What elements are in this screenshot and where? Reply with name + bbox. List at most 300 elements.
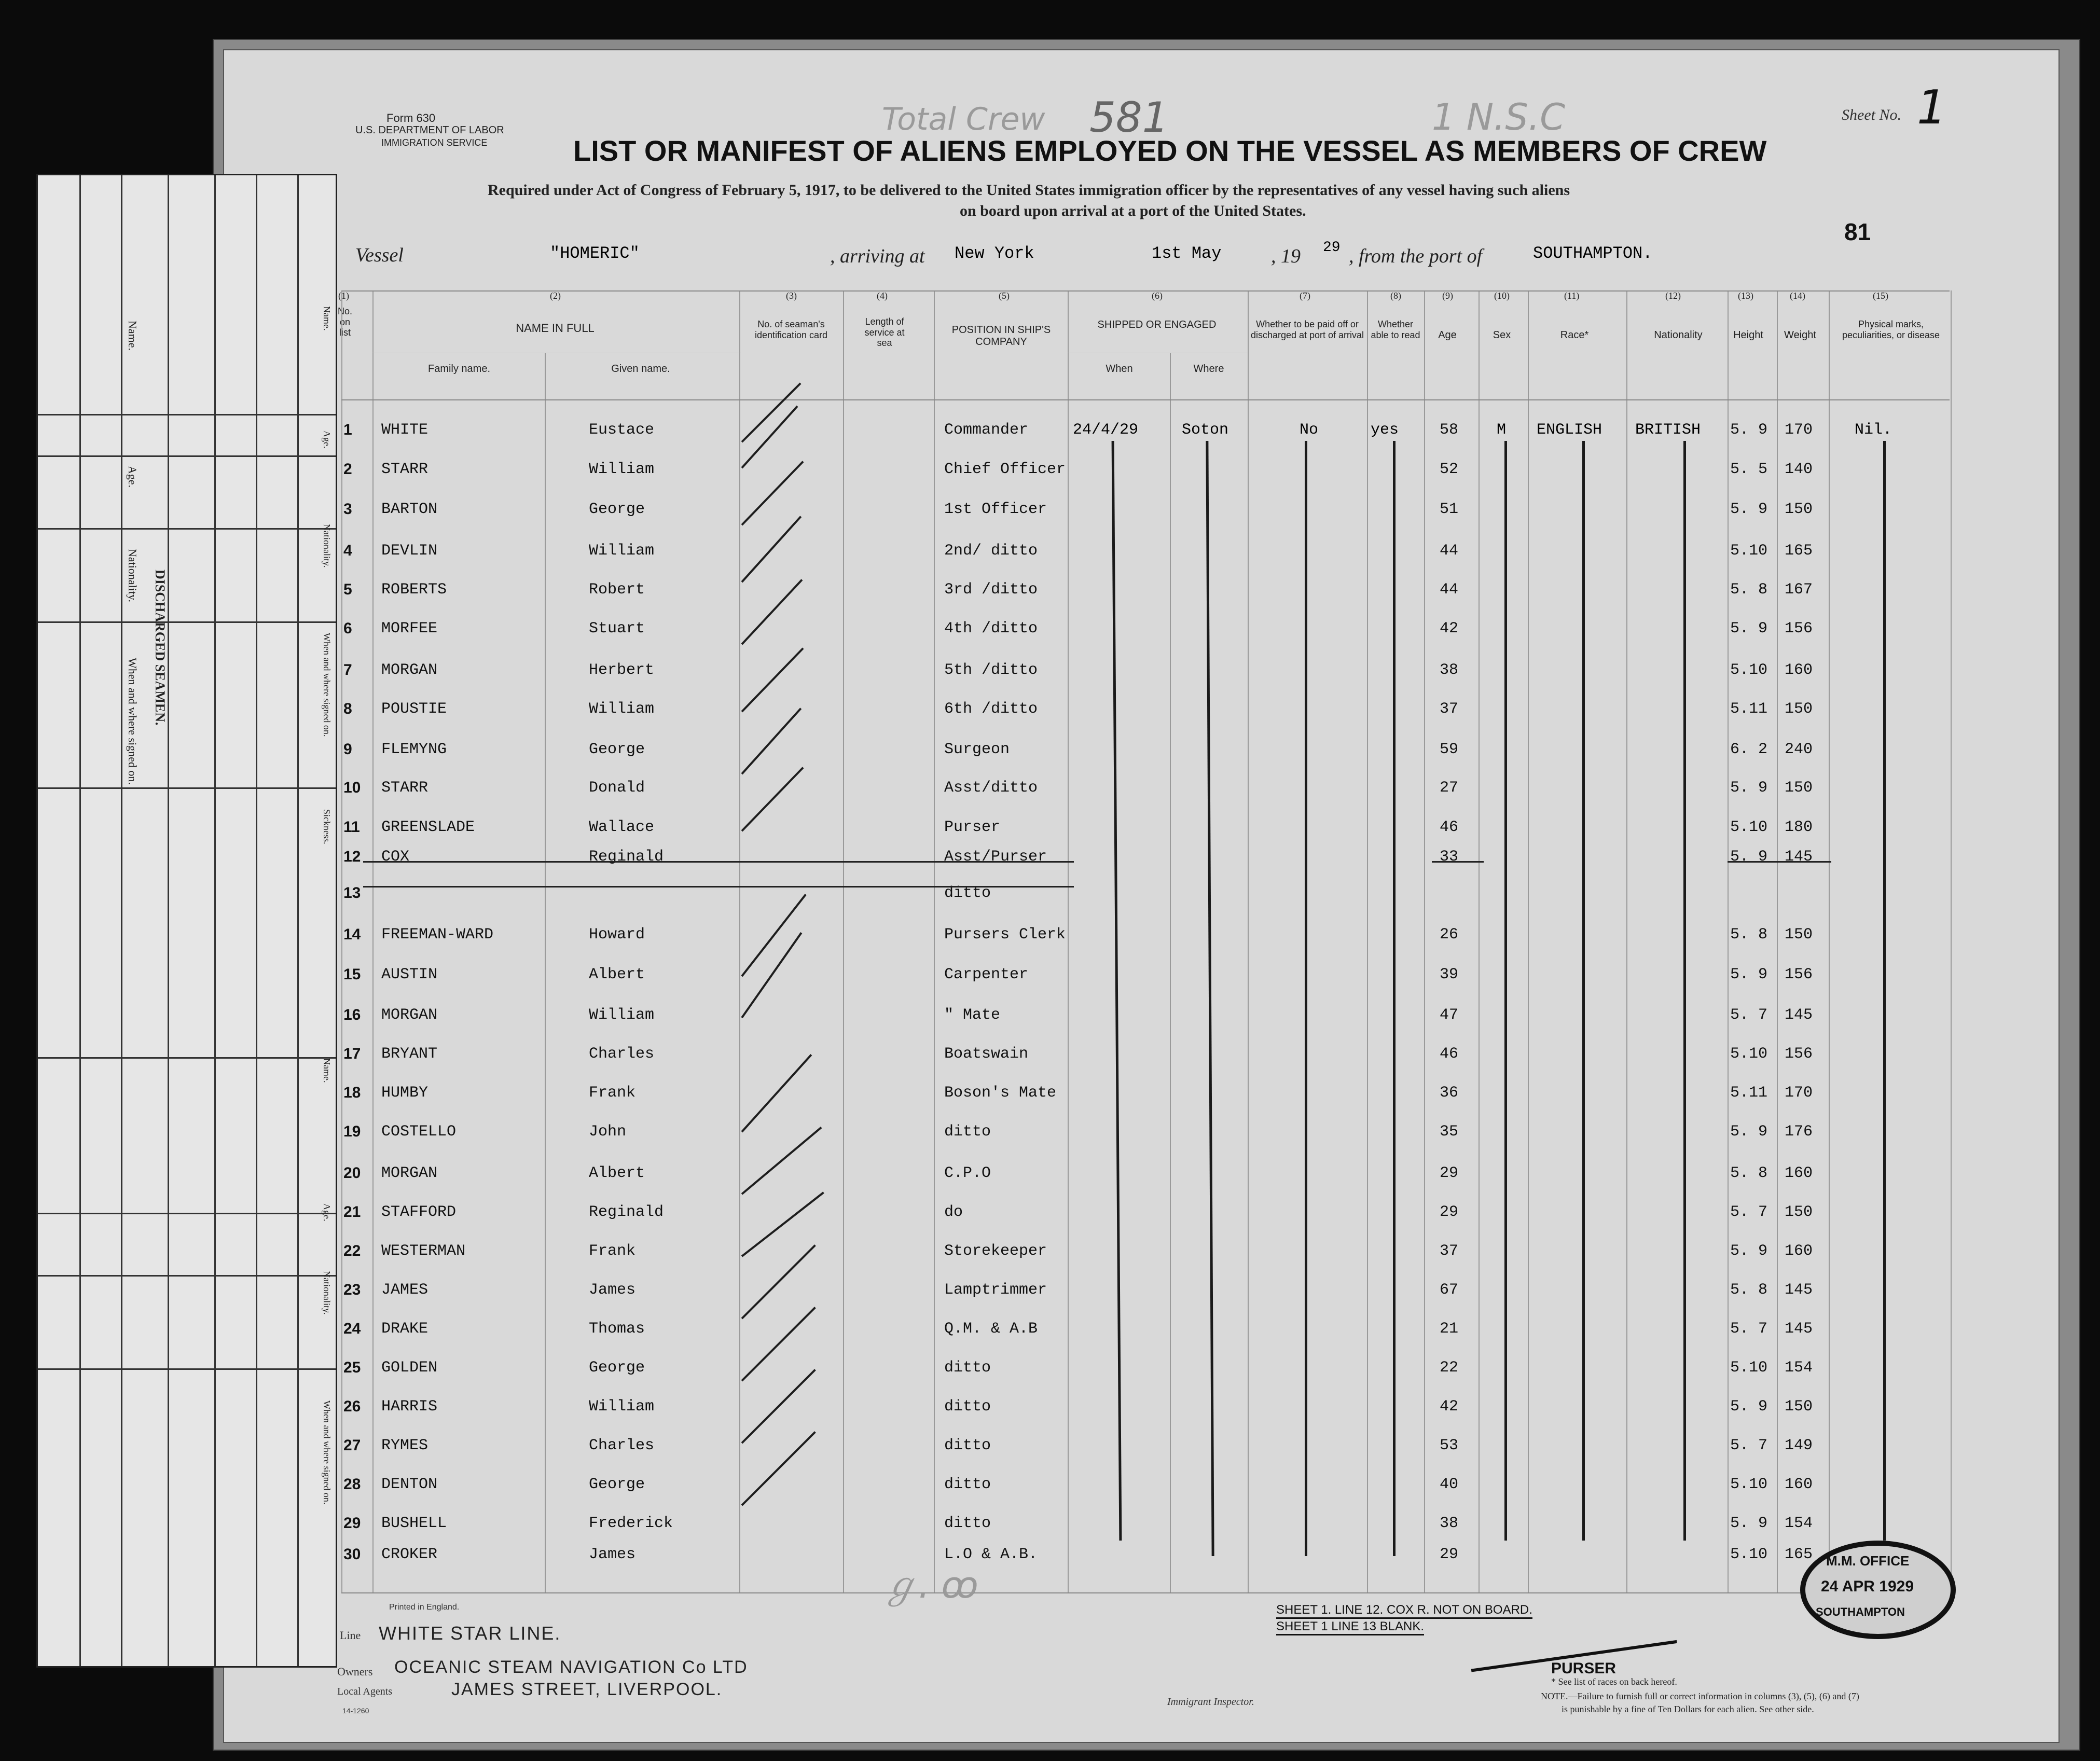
crew-row-number: 16 [343, 1006, 361, 1023]
official-stamp [1800, 1541, 1956, 1639]
crew-row-number: 28 [343, 1476, 361, 1493]
crew-given-name: James [589, 1546, 636, 1563]
crew-weight: 176 [1785, 1123, 1813, 1141]
crew-position: ditto [944, 1476, 991, 1493]
crew-row-number: 9 [343, 741, 352, 758]
crew-weight: 150 [1785, 700, 1813, 718]
crew-weight: 150 [1785, 779, 1813, 797]
penalty-note-2: is punishable by a fine of Ten Dollars for each alien. See other side. [1562, 1704, 1814, 1714]
vessel-label: Vessel [355, 244, 404, 266]
department-label: U.S. DEPARTMENT OF LABOR [355, 124, 504, 136]
crew-position: 5th /ditto [944, 661, 1038, 679]
crew-weight: 156 [1785, 966, 1813, 983]
crew-age: 53 [1440, 1437, 1459, 1454]
penalty-note-1: NOTE.—Failure to furnish full or correct information in columns (3), (5), (6) and (7) [1541, 1691, 1859, 1701]
crew-row-number: 27 [343, 1437, 361, 1454]
col-num-14: (14) [1790, 290, 1805, 301]
crew-position: Lamptrimmer [944, 1281, 1047, 1299]
sheet-note-2: SHEET 1 LINE 13 BLANK. [1276, 1619, 1424, 1635]
crew-position: Asst/Purser [944, 848, 1047, 866]
hdr-paid-off: Whether to be paid off or discharged at port of arrival [1250, 319, 1364, 340]
crew-given-name: George [589, 741, 645, 758]
crew-given-name: Frank [589, 1242, 636, 1260]
crew-family-name: BRYANT [381, 1045, 438, 1063]
crew-given-name: Herbert [589, 661, 655, 679]
hdr-position: POSITION IN SHIP'S COMPANY [951, 324, 1051, 348]
col-num-7: (7) [1300, 290, 1310, 301]
col-num-4: (4) [877, 290, 888, 301]
crew-age: 47 [1440, 1006, 1459, 1024]
hdr-when: When [1106, 363, 1133, 375]
crew-weight: 145 [1785, 1006, 1813, 1024]
arrival-year: 29 [1323, 240, 1341, 256]
hdr-id-card: No. of seaman's identification card [754, 319, 828, 340]
crew-given-name: Donald [589, 779, 645, 797]
crew-height: 5. 9 [1730, 1123, 1768, 1141]
crew-weight: 145 [1785, 1281, 1813, 1299]
crew-position: 4th /ditto [944, 620, 1038, 637]
stamp-office: M.M. OFFICE [1826, 1553, 1910, 1569]
col-num-2: (2) [550, 290, 561, 301]
hdr-length-service: Length of service at sea [864, 316, 905, 349]
crew-row-number: 11 [343, 819, 360, 836]
crew-height: 5. 8 [1730, 926, 1768, 944]
crew-weight: 154 [1785, 1359, 1813, 1377]
crew-height: 5. 8 [1730, 581, 1768, 599]
hdr-height: Height [1733, 329, 1763, 341]
stub-when-where-label: When and where signed on. [126, 658, 139, 785]
crew-height: 5.10 [1730, 542, 1768, 560]
crew-row-number: 24 [343, 1320, 361, 1337]
subtitle-line1: Required under Act of Congress of February 5, 1917, to be delivered to the United States immigration officer by the representatives of any vessel having such aliens [488, 182, 1570, 199]
crew-position: Commander [944, 421, 1029, 439]
crew-position: Pursers Clerk [944, 926, 1066, 944]
crew-given-name: Frederick [589, 1515, 673, 1532]
crew-weight: 140 [1785, 461, 1813, 478]
crew-row-number: 2 [343, 461, 352, 478]
crew-family-name: FLEMYNG [381, 741, 447, 758]
stub-name-label: Name. [126, 321, 139, 351]
crew-age: 33 [1440, 848, 1459, 866]
crew-age: 39 [1440, 966, 1459, 983]
crew-weight: 160 [1785, 1476, 1813, 1493]
crew-family-name: STARR [381, 779, 429, 797]
inspector-label: Immigrant Inspector. [1167, 1696, 1254, 1708]
crew-family-name: RYMES [381, 1437, 429, 1454]
crew-age: 46 [1440, 1045, 1459, 1063]
crew-height: 5. 9 [1730, 779, 1768, 797]
crew-position: ditto [944, 1398, 991, 1416]
margin-age: Age. [322, 431, 332, 449]
line-label: Line [340, 1629, 361, 1642]
total-crew-label: Total Crew [882, 101, 1045, 137]
crew-age: 29 [1440, 1164, 1459, 1182]
crew-position: Q.M. & A.B [944, 1320, 1038, 1338]
crew-weight: 149 [1785, 1437, 1813, 1454]
crew-family-name: AUSTIN [381, 966, 438, 983]
line-value: WHITE STAR LINE. [379, 1623, 561, 1644]
stub-nationality-label: Nationality. [126, 549, 139, 603]
crew-weight: 145 [1785, 1320, 1813, 1338]
owners-value: OCEANIC STEAM NAVIGATION Co LTD [394, 1657, 748, 1677]
crew-height: 5. 9 [1730, 620, 1768, 637]
crew-row-number: 5 [343, 581, 352, 598]
crew-family-name: DRAKE [381, 1320, 429, 1338]
crew-row-number: 20 [343, 1164, 361, 1182]
crew-row-number: 8 [343, 700, 352, 717]
crew-row-number: 6 [343, 620, 352, 637]
stamp-date: 24 APR 1929 [1821, 1578, 1914, 1595]
col-num-10: (10) [1494, 290, 1510, 301]
crew-age: 44 [1440, 542, 1459, 560]
crew-row-number: 15 [343, 966, 361, 983]
crew-given-name: James [589, 1281, 636, 1299]
crew-family-name: DEVLIN [381, 542, 438, 560]
crew-row-number: 17 [343, 1045, 361, 1062]
crew-age: 52 [1440, 461, 1459, 478]
crew-given-name: Wallace [589, 819, 655, 836]
col-num-5: (5) [999, 290, 1010, 301]
hdr-shipped: SHIPPED OR ENGAGED [1097, 319, 1217, 330]
crew-family-name: BUSHELL [381, 1515, 447, 1532]
col-num-6: (6) [1152, 290, 1163, 301]
crew-height: 5. 9 [1730, 421, 1768, 439]
crew-row-number: 7 [343, 661, 352, 678]
agents-label: Local Agents [337, 1686, 393, 1697]
margin-nationality: Nationality. [322, 524, 332, 568]
stamp-place: SOUTHAMPTON [1816, 1605, 1905, 1618]
strike-row-12-hw [1728, 861, 1831, 863]
crew-family-name: MORGAN [381, 1164, 438, 1182]
page-title: LIST OR MANIFEST OF ALIENS EMPLOYED ON THE VESSEL AS MEMBERS OF CREW [573, 134, 1767, 167]
hdr-name-in-full: NAME IN FULL [516, 322, 595, 335]
crew-family-name: HUMBY [381, 1084, 429, 1102]
row1-race: ENGLISH [1537, 421, 1602, 439]
strike-row-12 [363, 861, 1074, 863]
crew-height: 6. 2 [1730, 741, 1768, 758]
stub-heading: DISCHARGED SEAMEN. [153, 570, 168, 726]
col-num-1: (1) [338, 290, 349, 301]
page-number: 81 [1844, 218, 1871, 245]
col-num-13: (13) [1738, 290, 1753, 301]
strike-row-13 [363, 886, 1074, 888]
crew-family-name: WESTERMAN [381, 1242, 466, 1260]
crew-given-name: William [589, 1006, 655, 1024]
crew-position: ditto [944, 1359, 991, 1377]
crew-age: 59 [1440, 741, 1459, 758]
crew-family-name: BARTON [381, 501, 438, 518]
crew-row-number: 14 [343, 926, 361, 943]
crew-family-name: CROKER [381, 1546, 438, 1563]
hdr-race: Race* [1560, 329, 1589, 341]
crew-weight: 165 [1785, 1546, 1813, 1563]
printed-note: Printed in England. [389, 1603, 460, 1612]
crew-age: 40 [1440, 1476, 1459, 1493]
hdr-given-name: Given name. [611, 363, 670, 375]
crew-row-number: 22 [343, 1242, 361, 1259]
crew-position: 3rd /ditto [944, 581, 1038, 599]
margin-nationality-2: Nationality. [322, 1271, 332, 1315]
hdr-no-on-list: No. on list [337, 306, 352, 338]
crew-height: 5. 7 [1730, 1320, 1768, 1338]
crew-height: 5.10 [1730, 1546, 1768, 1563]
crew-age: 37 [1440, 700, 1459, 718]
crew-age: 38 [1440, 1515, 1459, 1532]
crew-position: C.P.O [944, 1164, 991, 1182]
crew-weight: 154 [1785, 1515, 1813, 1532]
arriving-label: , arriving at [830, 245, 925, 267]
row1-sex: M [1497, 421, 1507, 439]
crew-position: ditto [944, 1515, 991, 1532]
hdr-sex: Sex [1493, 329, 1511, 341]
crew-age: 37 [1440, 1242, 1459, 1260]
crew-family-name: MORFEE [381, 620, 438, 637]
crew-family-name: COX [381, 848, 410, 866]
crew-family-name: STARR [381, 461, 429, 478]
discharged-seamen-stub [36, 174, 337, 1668]
departure-port: SOUTHAMPTON. [1533, 244, 1653, 263]
crew-family-name: FREEMAN-WARD [381, 926, 494, 944]
col-num-11: (11) [1564, 290, 1580, 301]
crew-height: 5. 7 [1730, 1437, 1768, 1454]
crew-position: ditto [944, 1123, 991, 1141]
crew-position: 6th /ditto [944, 700, 1038, 718]
crew-position: Boson's Mate [944, 1084, 1057, 1102]
crew-age: 36 [1440, 1084, 1459, 1102]
margin-name: Name. [322, 306, 332, 331]
col-num-3: (3) [786, 290, 797, 301]
crew-given-name: William [589, 700, 655, 718]
crew-row-number: 25 [343, 1359, 361, 1376]
crew-given-name: George [589, 501, 645, 518]
crew-position: do [944, 1203, 963, 1221]
row1-nationality: BRITISH [1635, 421, 1701, 439]
crew-height: 5. 7 [1730, 1203, 1768, 1221]
crew-row-number: 10 [343, 779, 361, 796]
crew-position: Boatswain [944, 1045, 1029, 1063]
crew-given-name: Albert [589, 1164, 645, 1182]
crew-age: 46 [1440, 819, 1459, 836]
crew-position: Purser [944, 819, 1001, 836]
crew-height: 5. 9 [1730, 501, 1768, 518]
crew-height: 5. 7 [1730, 1006, 1768, 1024]
crew-age: 42 [1440, 1398, 1459, 1416]
race-note: * See list of races on back hereof. [1551, 1676, 1677, 1687]
margin-name-2: Name. [322, 1058, 332, 1083]
margin-age-2: Age. [322, 1203, 332, 1222]
hdr-nationality: Nationality [1654, 329, 1703, 341]
crew-given-name: Robert [589, 581, 645, 599]
crew-row-number: 19 [343, 1123, 361, 1140]
sheet-note-1: SHEET 1. LINE 12. COX R. NOT ON BOARD. [1276, 1603, 1532, 1619]
crew-row-number: 4 [343, 542, 352, 559]
hdr-family-name: Family name. [427, 363, 491, 375]
hdr-weight: Weight [1784, 329, 1816, 341]
crew-age: 35 [1440, 1123, 1459, 1141]
crew-row-number: 13 [343, 884, 361, 902]
crew-height: 5. 9 [1730, 848, 1768, 866]
crew-weight: 150 [1785, 926, 1813, 944]
crew-position: Asst/ditto [944, 779, 1038, 797]
crew-family-name: ROBERTS [381, 581, 447, 599]
crew-position: " Mate [944, 1006, 1001, 1024]
crew-given-name: John [589, 1123, 627, 1141]
row1-read: yes [1371, 421, 1399, 439]
crew-height: 5.10 [1730, 819, 1768, 836]
crew-given-name: Charles [589, 1437, 655, 1454]
crew-position: 2nd/ ditto [944, 542, 1038, 560]
crew-age: 51 [1440, 501, 1459, 518]
crew-weight: 167 [1785, 581, 1813, 599]
form-number: Form 630 [386, 112, 436, 124]
col-num-15: (15) [1873, 290, 1888, 301]
crew-height: 5. 8 [1730, 1281, 1768, 1299]
crew-height: 5.10 [1730, 1045, 1768, 1063]
crew-weight: 170 [1785, 1084, 1813, 1102]
crew-position: ditto [944, 884, 991, 902]
crew-height: 5.10 [1730, 661, 1768, 679]
crew-weight: 156 [1785, 620, 1813, 637]
row1-paid-off: No [1300, 421, 1319, 439]
crew-age: 58 [1440, 421, 1459, 439]
stub-age-label: Age. [126, 466, 139, 488]
crew-age: 21 [1440, 1320, 1459, 1338]
crew-age: 27 [1440, 779, 1459, 797]
margin-sickness: Sickness. [322, 809, 332, 844]
sheet-label: Sheet No. [1842, 106, 1901, 123]
from-label: , from the port of [1349, 245, 1483, 267]
crew-weight: 150 [1785, 501, 1813, 518]
col-num-9: (9) [1442, 290, 1453, 301]
strike-row-12-right [1432, 861, 1484, 863]
crew-age: 42 [1440, 620, 1459, 637]
crew-age: 38 [1440, 661, 1459, 679]
crew-height: 5. 5 [1730, 461, 1768, 478]
row1-when: 24/4/29 [1073, 421, 1139, 439]
crew-height: 5. 9 [1730, 1515, 1768, 1532]
margin-when-where-2: When and where signed on. [322, 1401, 332, 1505]
crew-family-name: JAMES [381, 1281, 429, 1299]
crew-family-name: HARRIS [381, 1398, 438, 1416]
crew-position: 1st Officer [944, 501, 1047, 518]
crew-given-name: Eustace [589, 421, 655, 439]
arrival-port: New York [955, 244, 1034, 263]
ins-note: 1 N.S.C [1432, 96, 1565, 138]
crew-weight: 150 [1785, 1398, 1813, 1416]
crew-height: 5.11 [1730, 700, 1768, 718]
crew-row-number: 12 [343, 848, 361, 865]
total-crew-value: 581 [1089, 93, 1169, 142]
purser-label: PURSER [1551, 1660, 1617, 1677]
crew-age: 44 [1440, 581, 1459, 599]
sheet-number: 1 [1917, 80, 1947, 135]
inspector-signature: ℊ. ꝏ [882, 1564, 978, 1606]
crew-given-name: Reginald [589, 1203, 664, 1221]
crew-family-name: GOLDEN [381, 1359, 438, 1377]
crew-weight: 240 [1785, 741, 1813, 758]
crew-weight: 170 [1785, 421, 1813, 439]
crew-row-number: 18 [343, 1084, 361, 1101]
col-num-8: (8) [1390, 290, 1401, 301]
margin-when-where: When and where signed on. [322, 633, 332, 737]
crew-height: 5. 9 [1730, 1398, 1768, 1416]
crew-family-name: COSTELLO [381, 1123, 457, 1141]
crew-height: 5. 9 [1730, 1242, 1768, 1260]
crew-position: L.O & A.B. [944, 1546, 1038, 1563]
crew-weight: 160 [1785, 661, 1813, 679]
crew-weight: 180 [1785, 819, 1813, 836]
crew-row-number: 26 [343, 1398, 361, 1415]
owners-label: Owners [337, 1665, 373, 1678]
hdr-age: Age [1438, 329, 1457, 341]
row1-physical: Nil. [1855, 421, 1892, 439]
crew-family-name: MORGAN [381, 1006, 438, 1024]
crew-given-name: George [589, 1476, 645, 1493]
crew-given-name: Howard [589, 926, 645, 944]
crew-weight: 160 [1785, 1242, 1813, 1260]
crew-weight: 150 [1785, 1203, 1813, 1221]
crew-family-name: GREENSLADE [381, 819, 475, 836]
crew-family-name: DENTON [381, 1476, 438, 1493]
form-code: 14-1260 [342, 1707, 369, 1715]
crew-position: Storekeeper [944, 1242, 1047, 1260]
crew-given-name: George [589, 1359, 645, 1377]
crew-given-name: Frank [589, 1084, 636, 1102]
crew-position: Surgeon [944, 741, 1010, 758]
crew-row-number: 21 [343, 1203, 361, 1221]
crew-height: 5.10 [1730, 1359, 1768, 1377]
hdr-where: Where [1193, 363, 1224, 375]
crew-given-name: William [589, 542, 655, 560]
crew-family-name: WHITE [381, 421, 429, 439]
crew-given-name: Albert [589, 966, 645, 983]
crew-given-name: Reginald [589, 848, 664, 866]
service-label: IMMIGRATION SERVICE [381, 137, 488, 148]
crew-weight: 156 [1785, 1045, 1813, 1063]
col-num-12: (12) [1665, 290, 1681, 301]
crew-age: 67 [1440, 1281, 1459, 1299]
crew-given-name: William [589, 1398, 655, 1416]
crew-family-name: POUSTIE [381, 700, 447, 718]
crew-position: ditto [944, 1437, 991, 1454]
crew-row-number: 30 [343, 1546, 361, 1563]
crew-height: 5. 9 [1730, 966, 1768, 983]
crew-weight: 160 [1785, 1164, 1813, 1182]
crew-age: 22 [1440, 1359, 1459, 1377]
crew-given-name: Stuart [589, 620, 645, 637]
crew-row-number: 3 [343, 501, 352, 518]
crew-given-name: William [589, 461, 655, 478]
crew-position: Chief Officer [944, 461, 1066, 478]
crew-row-number: 29 [343, 1515, 361, 1532]
crew-weight: 165 [1785, 542, 1813, 560]
crew-row-number: 1 [343, 421, 352, 438]
crew-age: 29 [1440, 1203, 1459, 1221]
crew-age: 26 [1440, 926, 1459, 944]
crew-row-number: 23 [343, 1281, 361, 1298]
row1-where: Soton [1182, 421, 1229, 439]
crew-weight: 145 [1785, 848, 1813, 866]
crew-given-name: Charles [589, 1045, 655, 1063]
vessel-name: "HOMERIC" [550, 244, 640, 263]
crew-family-name: STAFFORD [381, 1203, 457, 1221]
agents-value: JAMES STREET, LIVERPOOL. [451, 1680, 723, 1699]
crew-position: Carpenter [944, 966, 1029, 983]
subtitle-line2: on board upon arrival at a port of the United States. [960, 202, 1306, 219]
hdr-physical: Physical marks, peculiarities, or disease [1842, 319, 1940, 340]
crew-family-name: MORGAN [381, 661, 438, 679]
crew-height: 5. 8 [1730, 1164, 1768, 1182]
